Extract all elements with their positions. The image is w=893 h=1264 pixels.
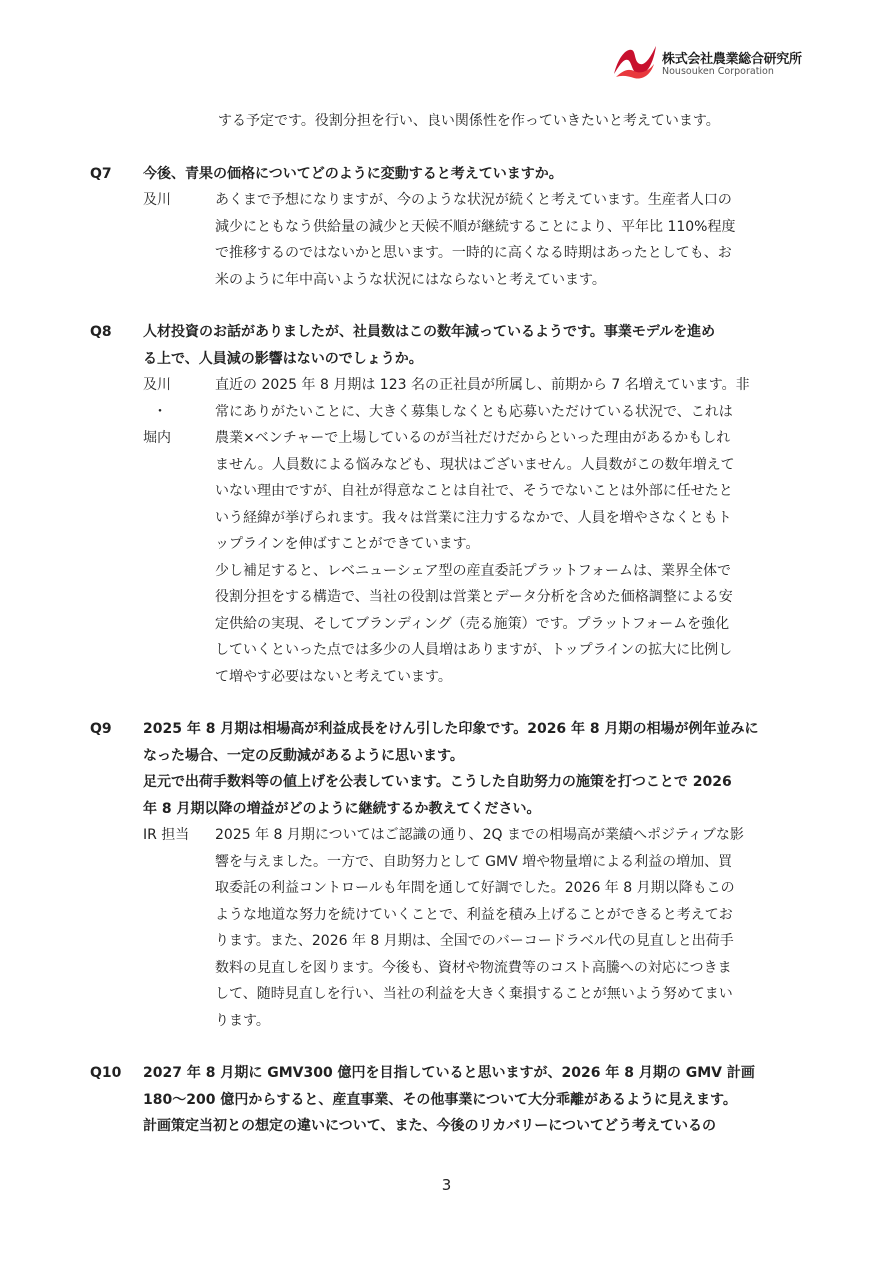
answer-line: 2025 年 8 月期についてはご認識の通り、2Q までの相場高が業績へポジティブな影 [215, 827, 744, 843]
qa-item [90, 716, 810, 1034]
answer-line: で推移するのではないかと思います。一時的に高くなる時期はあったとしても、お [215, 245, 732, 261]
answer-line: 取委託の利益コントロールも年間を通して好調でした。2026 年 8 月期以降もこの [215, 880, 735, 896]
speaker [143, 187, 215, 293]
page-number: 3 [441, 1176, 452, 1194]
qa-item [90, 1060, 810, 1140]
speaker [143, 822, 215, 1034]
question-number: Q10 [90, 1065, 122, 1081]
question-line: なった場合、一定の反動減があるように思います。 [143, 747, 464, 764]
answer-text [215, 822, 810, 1034]
answer-line: 数料の見直しを図ります。今後も、資材や物流費等のコスト高騰への対応につきま [215, 959, 732, 976]
answer-line: あくまで予想になりますが、今のような状況が続くと考えています。生産者人口の [215, 192, 732, 208]
question-text [143, 319, 810, 372]
question-line: 今後、青果の価格についてどのように変動すると考えていますか。 [143, 165, 563, 182]
company-name-en: Nousouken Corporation [662, 66, 774, 77]
answer-text [215, 372, 810, 690]
question-text [143, 1060, 810, 1140]
answer-line: ります。また、2026 年 8 月期は、全国でのバーコードラベル代の見直しと出荷手 [215, 933, 734, 949]
question-row [90, 319, 810, 372]
answer-row [90, 187, 810, 293]
question-row [90, 161, 810, 188]
speaker-name: ・ [153, 403, 167, 420]
answer-line: して、随時見直しを行い、当社の利益を大きく棄損することが無いよう努めてまい [215, 986, 733, 1002]
question-number: Q9 [90, 721, 112, 737]
question-line: 人材投資のお話がありましたが、社員数はこの数年減っているようです。事業モデルを進め [143, 324, 716, 340]
qa-list [90, 161, 810, 1140]
answer-row [90, 372, 810, 690]
speaker-name: 及川 [143, 377, 171, 393]
question-text [143, 161, 810, 188]
answer-line: いない理由ですが、自社が得意なことは自社で、そうでないことは外部に任せたと [215, 483, 733, 499]
answer-line: 米のように年中高いような状況にはならないと考えています。 [215, 271, 606, 288]
question-line: 年 8 月期以降の増益がどのように継続するか教えてください。 [143, 800, 541, 817]
question-number: Q8 [90, 324, 112, 340]
company-logo [612, 44, 832, 84]
answer-line: ップラインを伸ばすことができています。 [215, 536, 480, 552]
answer-line: いう経緯が挙げられます。我々は営業に注力するなかで、人員を増やさなくともト [215, 509, 732, 526]
question-line: 計画策定当初との想定の違いについて、また、今後のリカバリーについてどう考えているの [143, 1118, 717, 1134]
answer-line: していくといった点では多少の人員増はありますが、トップラインの拡大に比例し [215, 642, 733, 658]
question-line: 2025 年 8 月期は相場高が利益成長をけん引した印象です。2026 年 8 月期の相場が例年並みに [143, 721, 759, 737]
question-line: 足元で出荷手数料等の値上げを公表しています。こうした自助努力の施策を打つことで 2026 [143, 774, 732, 790]
question-line: 2027 年 8 月期に GMV300 億円を目指していると思いますが、2026 年 8 月期の GMV 計画 [143, 1065, 755, 1081]
question-line: 180〜200 億円からすると、産直事業、その他事業について大分乖離があるように見えます。 [143, 1091, 737, 1108]
answer-line: 少し補足すると、レベニューシェア型の産直委託プラットフォームは、業界全体で [215, 562, 732, 579]
answer-line: 直近の 2025 年 8 月期は 123 名の正社員が所属し、前期から 7 名増えています。非 [215, 377, 750, 393]
answer-line: 響を与えました。一方で、自助努力として GMV 増や物量増による利益の増加、買 [215, 853, 733, 870]
answer-line: ません。人員数による悩みなども、現状はございません。人員数がこの数年増えて [215, 456, 735, 473]
answer-text [215, 187, 810, 293]
answer-line: て増やす必要はないと考えています。 [215, 668, 452, 685]
question-line: る上で、人員減の影響はないのでしょうか。 [143, 350, 423, 367]
answer-line: 減少にともなう供給量の減少と天候不順が継続することにより、平年比 110%程度 [215, 218, 736, 235]
answer-row [90, 822, 810, 1034]
qa-item [90, 161, 810, 294]
question-row [90, 1060, 810, 1140]
speaker-name: 堀内 [143, 430, 171, 446]
answer-line: 定供給の実現、そしてブランディング（売る施策）です。プラットフォームを強化 [215, 615, 730, 632]
company-name: 株式会社農業総合研究所 [662, 52, 802, 67]
question-number: Q7 [90, 165, 112, 182]
qa-item [90, 319, 810, 690]
answer-line: ような地道な努力を続けていくことで、利益を積み上げることができると考えてお [215, 906, 733, 923]
document-body [90, 108, 810, 1140]
answer-line: ります。 [215, 1012, 270, 1029]
continued-text: する予定です。役割分担を行い、良い関係性を作っていきたいと考えています。 [218, 113, 720, 129]
answer-line: 常にありがたいことに、大きく募集しなくとも応募いただけている状況で、これは [215, 403, 733, 420]
logo-mark-icon [612, 44, 658, 80]
answer-line: 役割分担をする構造で、当社の役割は営業とデータ分析を含めた価格調整による安 [215, 589, 733, 605]
question-text [143, 716, 810, 822]
answer-line: 農業×ベンチャーで上場しているのが当社だけだからといった理由があるかもしれ [215, 430, 731, 446]
question-row [90, 716, 810, 822]
speaker-name: 及川 [143, 192, 171, 208]
speaker [143, 372, 215, 690]
speaker-name: IR 担当 [143, 827, 190, 843]
